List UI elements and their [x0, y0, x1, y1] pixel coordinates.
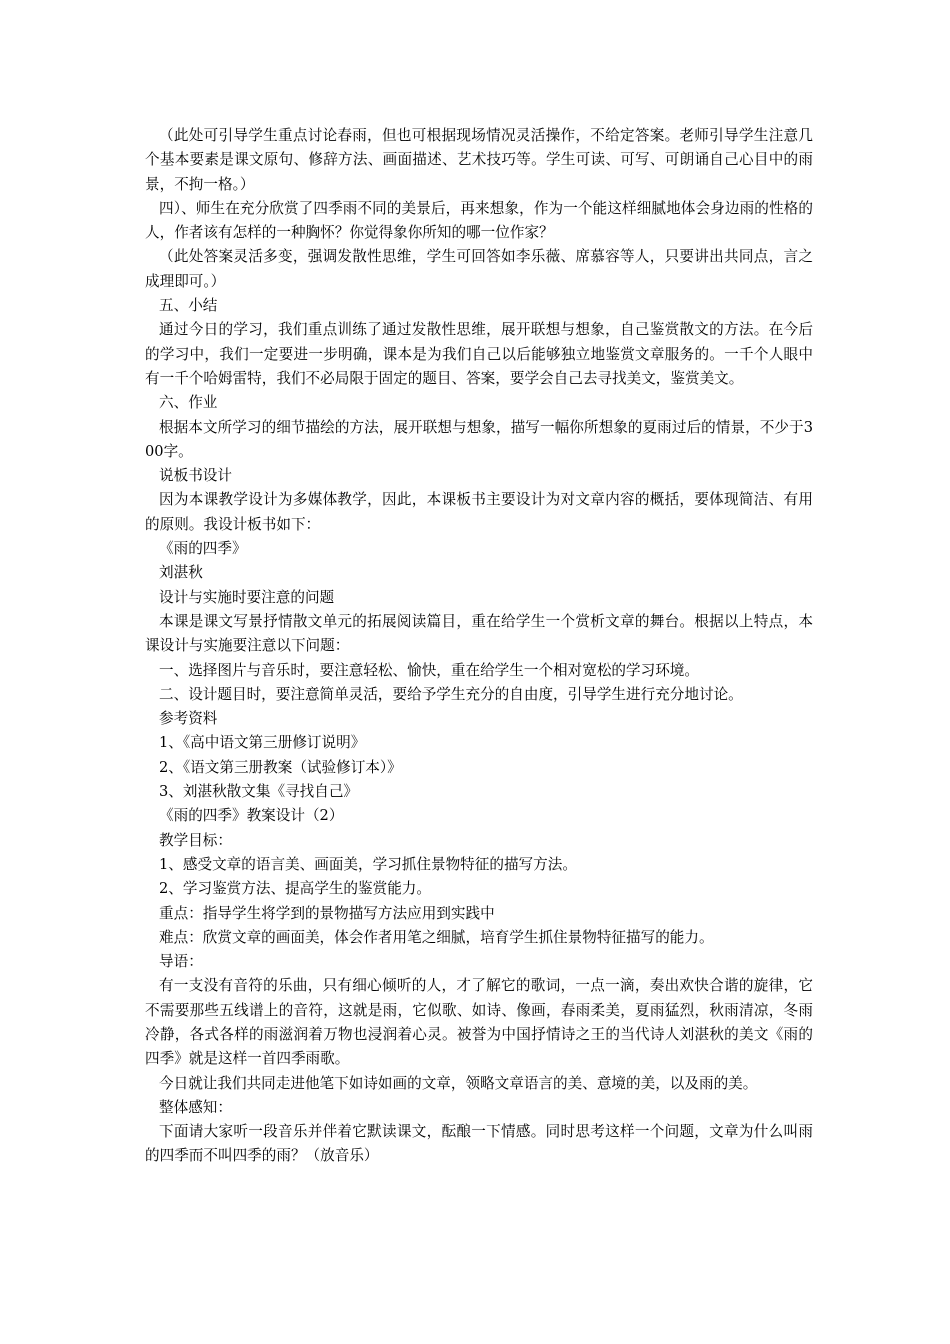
objective-item-2: 2、学习鉴赏方法、提高学生的鉴赏能力。	[159, 880, 431, 898]
paragraph-question-four: 四）、师生在充分欣赏了四季雨不同的美景后，再来想象，作为一个能这样细腻地体会身边雨的性格的人，作者该有怎样的一种胸怀？你觉得象你所知的哪一位作家？	[145, 199, 813, 242]
paragraph-homework: 根据本文所学习的细节描绘的方法，展开联想与想象，描写一幅你所想象的夏雨过后的情景，不少于300字。	[145, 418, 813, 460]
heading-board-design: 说板书设计	[159, 467, 232, 485]
paragraph-today: 今日就让我们共同走进他笔下如诗如画的文章，领略文章语言的美、意境的美，以及雨的美。	[159, 1074, 758, 1092]
heading-introduction: 导语：	[159, 953, 203, 971]
board-author: 刘湛秋	[159, 564, 203, 582]
heading-lesson-plan-2: 《雨的四季》教案设计（2）	[159, 807, 344, 825]
paragraph-introduction: 有一支没有音符的乐曲，只有细心倾听的人，才了解它的歌词，一点一滴，奏出欢快合谐的旋律，它不需要那些五线谱上的音符，这就是雨，它似歌、如诗、像画，春雨柔美，夏雨猛烈，秋雨清凉，冬雨冷静，各式各样的雨滋润着万物也浸润着心灵。被誉为中国抒情诗之王的当代诗人刘湛秋的美文《雨的四季》就是这样一首四季雨歌。	[145, 977, 813, 1068]
paragraph-discussion-note: （此处可引导学生重点讨论春雨，但也可根据现场情况灵活操作，不给定答案。老师引导学生注意几个基本要素是课文原句、修辞方法、画面描述、艺术技巧等。学生可读、可写、可朗诵自己心目中的雨景，不拘一格。）	[145, 127, 813, 193]
heading-objectives: 教学目标：	[159, 831, 232, 849]
list-item-note-two: 二、设计题目时，要注意简单灵活，要给予学生充分的自由度，引导学生进行充分地讨论。	[159, 685, 743, 703]
paragraph-answer-note: （此处答案灵活多变，强调发散性思维，学生可回答如李乐薇、席慕容等人，只要讲出共同点，言之成理即可。）	[145, 248, 813, 290]
objective-item-1: 1、感受文章的语言美、画面美，学习抓住景物特征的描写方法。	[159, 855, 577, 873]
reference-item-2: 2、《语文第三册教案（试验修订本）》	[159, 758, 402, 776]
heading-summary: 五、小结	[159, 297, 218, 315]
document-page	[145, 124, 813, 1169]
paragraph-summary: 通过今日的学习，我们重点训练了通过发散性思维，展开联想与想象，自己鉴赏散文的方法。在今后的学习中，我们一定要进一步明确，课本是为我们自己以后能够独立地鉴赏文章服务的。一千个人眼中有一千个哈姆雷特，我们不必局限于固定的题目、答案，要学会自己去寻找美文，鉴赏美文。	[145, 321, 813, 387]
list-item-note-one: 一、选择图片与音乐时，要注意轻松、愉快，重在给学生一个相对宽松的学习环境。	[159, 661, 699, 679]
reference-item-3: 3、刘湛秋散文集《寻找自己》	[159, 783, 359, 801]
paragraph-reading-task: 下面请大家听一段音乐并伴着它默读课文，酝酿一下情感。同时思考这样一个问题，文章为什么叫雨的四季而不叫四季的雨？（放音乐）	[145, 1123, 813, 1165]
key-point: 重点：指导学生将学到的景物描写方法应用到实践中	[159, 904, 495, 922]
board-title: 《雨的四季》	[159, 540, 247, 558]
heading-implementation-notes: 设计与实施时要注意的问题	[159, 588, 335, 606]
reference-item-1: 1、《高中语文第三册修订说明》	[159, 734, 366, 752]
paragraph-board-design: 因为本课教学设计为多媒体教学，因此，本课板书主要设计为对文章内容的概括，要体现简洁、有用的原则。我设计板书如下：	[145, 491, 813, 533]
heading-references: 参考资料	[159, 710, 218, 728]
heading-overall-perception: 整体感知：	[159, 1098, 232, 1116]
paragraph-implementation-intro: 本课是课文写景抒情散文单元的拓展阅读篇目，重在给学生一个赏析文章的舞台。根据以上特点，本课设计与实施要注意以下问题：	[145, 612, 813, 655]
heading-homework: 六、作业	[159, 394, 218, 412]
difficult-point: 难点：欣赏文章的画面美，体会作者用笔之细腻，培育学生抓住景物特征描写的能力。	[159, 928, 714, 946]
